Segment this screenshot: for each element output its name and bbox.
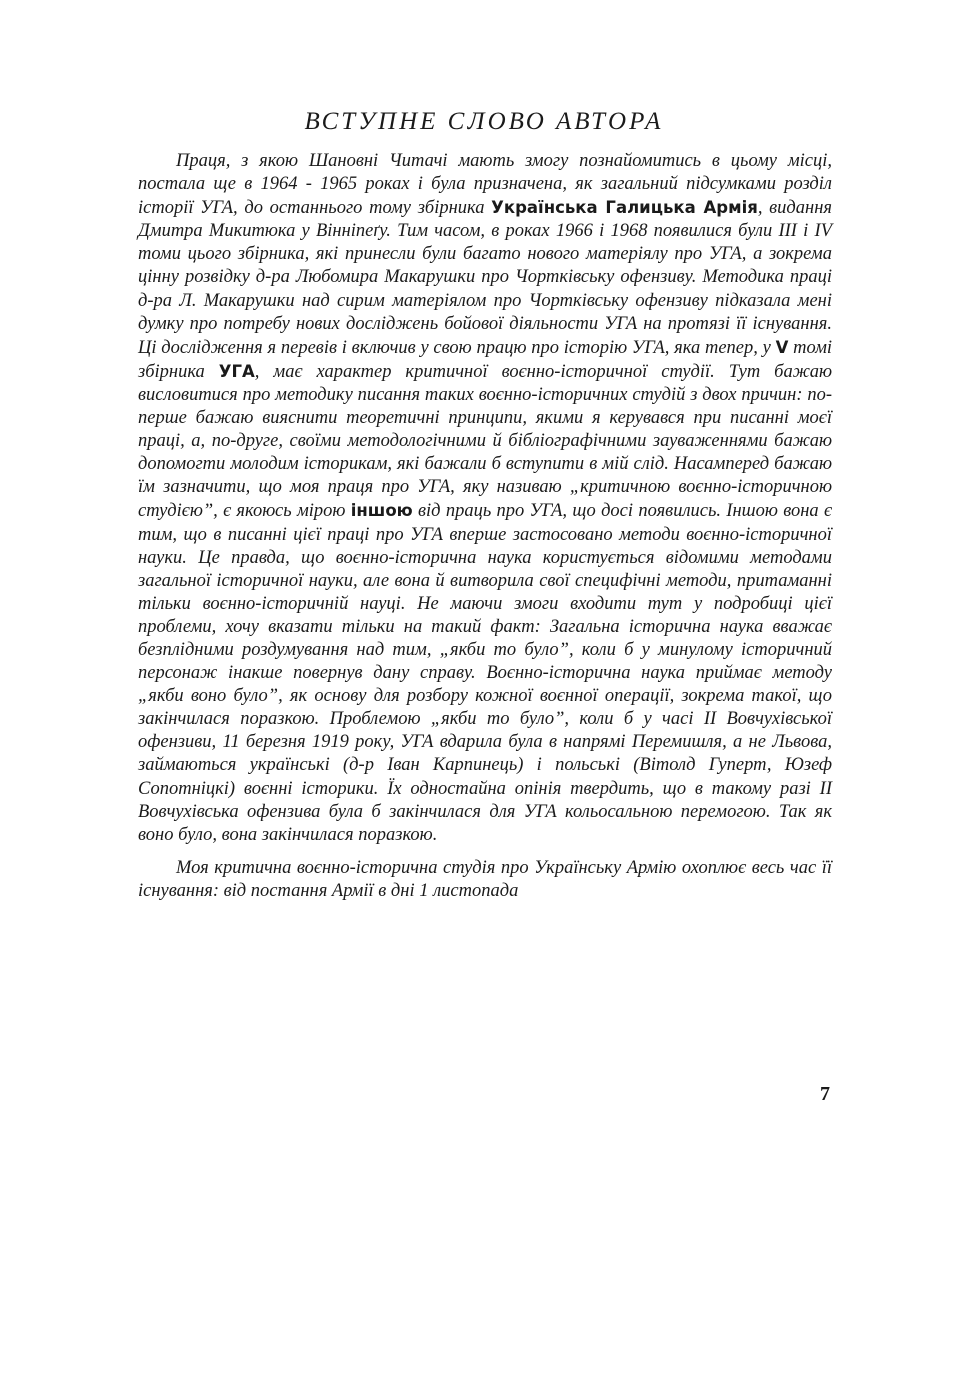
collection-name-emphasis: УГА [218, 361, 255, 381]
book-title-emphasis: Українська Галицька Армія [491, 198, 758, 218]
paragraph-2: Моя критична воєнно-історична студія про Українську Армію охоплює весь час її існування: від постання Армії в дні 1 листопада [138, 857, 832, 901]
paragraph-1 [138, 150, 832, 847]
volume-number-emphasis: V [775, 337, 789, 357]
paragraph-1-text-i: від праць про УГА, що досі появились. Іншою вона є тим, що в писанні цієї праці про УГА вперше застосовано методи воєнно-історичної науки. Це правда, що воєнно-історична наука користується відомими методами загальної історичної науки, але вона й витворила свої специфічні методи, притаманні тільки воєнно-історичній науці. Не маючи змоги входити тут у подробиці цієї проблеми, хочу вказати тільки на такий факт: Загальна історична наука вважає безплідними роздумування над тим, „якби то було”, коли б у минулому історичний персонаж інакше повернув дану справу. Воєнно-історична наука приймає методу „якби воно було”, як основу для розбору кожної воєнної операції, зокрема такої, що закінчилася поразкою. Проблемою „якби то було”, коли б у часі II Вовчухівської офензиви, 11 березня 1919 року, УГА вдарила була в напрямі Перемишля, а не Львова, займаються українські (д-р Іван Карпинець) і польські (Вітолд Гуперт, Юзеф Сопотніцкі) воєнні історики. Їх одностайна опінія твердить, що в такому разі II Вовчухівська офензива була б закінчилася для УГА кольосальною перемогою. Так як воно було, вона закінчилася поразкою. [138, 501, 833, 845]
page-title: ВСТУПНЕ СЛОВО АВТОРА [304, 108, 664, 135]
paragraph-1-text-g: , має характер критичної воєнно-історичної студії. Тут бажаю висловитися про методику писання таких воєнно-історичних студій з двох причин: по-перше бажаю вияснити теоретичні принципи, якими я керувався при писанні моєї праці, а, по-друге, своїми методологічними й бібліографічними зауваженнями бажаю допомогти молодим історикам, які бажали б вступити в мій слід. Насамперед бажаю їм зазначити, що моя праця про УГА, яку називаю „критичною воєнно-історичною студією”, є якоюсь мірою [138, 361, 832, 522]
paragraph-1-text-c: , видання Дмитра Микитюка у Вінніпеґу. Тим часом, в роках 1966 і 1968 появилися були III і IV томи цього збірника, які принесли були багато нового матеріялу про УГА, а зокрема цінну розвідку д-ра Любомира Макарушки про Чортківську офензиву. Методика праці д-ра Л. Макарушки над сирим матеріялом про Чортківську офензиву підказала мені думку про потребу нових досліджень бойової діяльности УГА на протязі її існування. Ці дослідження я перевів і включив у свою працю про історію УГА, яка тепер, у [138, 198, 832, 358]
page-number: 7 [820, 1083, 830, 1105]
paragraph-1-text-e: томі збірника [138, 337, 833, 382]
other-word-emphasis: іншою [350, 501, 413, 521]
paragraph-1-text-a: Праця, з якою Шановні Читачі мають змогу познайомитись в цьому місці, постала ще в 1964 - 1965 роках і була призначена, як загальний підсумками розділ історії УГА, до останнього тому збірника [138, 151, 832, 219]
body-text [138, 150, 832, 913]
